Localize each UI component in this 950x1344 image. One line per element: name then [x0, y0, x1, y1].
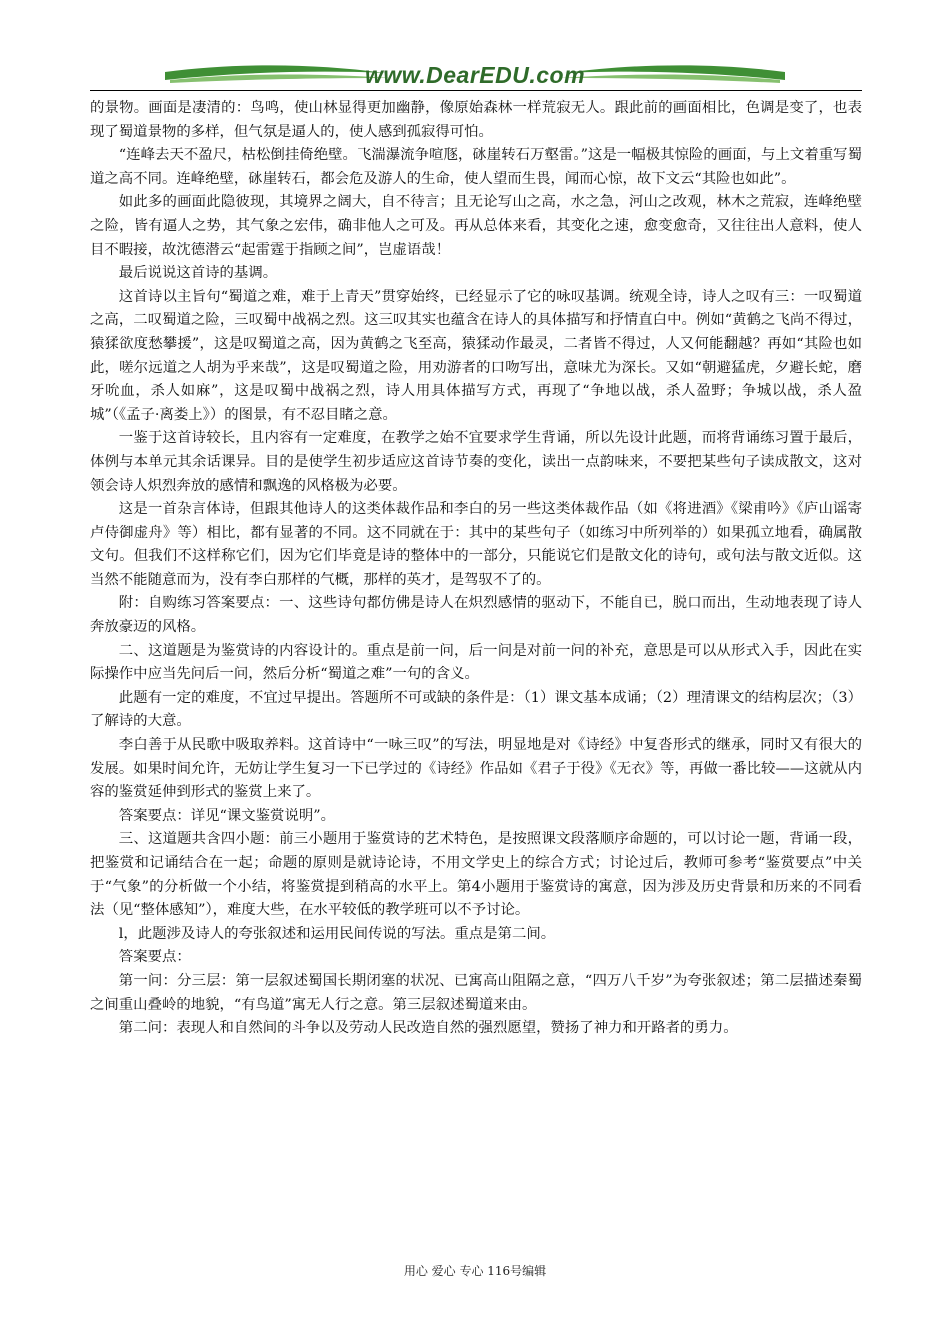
document-body — [90, 97, 862, 1041]
paragraph: 第二问：表现人和自然间的斗争以及劳动人民改造自然的强烈愿望，赞扬了神力和开路者的勇力。 — [118, 1020, 738, 1037]
paragraph: 二、这道题是为鉴赏诗的内容设计的。重点是前一问，后一问是对前一问的补充，意思是可以从形式入手，因此在实际操作中应当先问后一问，然后分析“蜀道之难”一句的含义。 — [90, 642, 862, 683]
paragraph: 李白善于从民歌中吸取养料。这首诗中“一咏三叹”的写法，明显地是对《诗经》中复沓形式的继承，同时又有很大的发展。如果时间允许，无妨让学生复习一下已学过的《诗经》作品如《君子于役》《无衣》等，再做一番比较——这就从内容的鉴赏延伸到形式的鉴赏上来了。 — [90, 737, 862, 801]
paragraph: 附：自购练习答案要点：一、这些诗句都仿佛是诗人在炽烈感情的驱动下，不能自已，脱口而出，生动地表现了诗人奔放豪迈的风格。 — [90, 595, 862, 636]
paragraph: 第一问：分三层：第一层叙述蜀国长期闭塞的状况、已寓高山阻隔之意，“四万八千岁”为夸张叙述；第二层描述秦蜀之间重山叠岭的地貌，“有鸟道”寓无人行之意。第三层叙述蜀道来由。 — [90, 972, 862, 1013]
paragraph: 此题有一定的难度，不宜过早提出。答题所不可或缺的条件是：（1）课文基本成诵；（2）理清课文的结构层次；（3）了解诗的大意。 — [90, 689, 862, 730]
paragraph: 如此多的画面此隐彼现，其境界之阔大，自不待言；且无论写山之高，水之急，河山之改观，林木之荒寂，连峰绝壁之险，皆有逼人之势，其气象之宏伟，确非他人之可及。再从总体来看，其变化之速，愈变愈奇，又往往出人意料，使人目不暇接，故沈德潜云“起雷霆于指顾之间”，岂虚语哉！ — [90, 194, 862, 258]
paragraph: 答案要点：详见“课文鉴赏说明”。 — [118, 807, 335, 824]
paragraph: 的景物。画面是凄清的：鸟鸣，使山林显得更加幽静，像原始森林一样荒寂无人。跟此前的画面相比，色调是变了，也表现了蜀道景物的多样，但气氛是逼人的，使人感到孤寂得可怕。 — [90, 100, 862, 140]
paragraph: “连峰去天不盈尺，枯松倒挂倚绝壁。飞湍瀑流争喧豗，砯崖转石万壑雷。”这是一幅极其惊险的画面，与上文着重写蜀道之高不同。连峰绝壁，砯崖转石，都会危及游人的生命，使人望而生畏，闻而心惊，故下文云“其险也如此”。 — [90, 147, 862, 187]
paragraph: 这首诗以主旨句“蜀道之难，难于上青天”贯穿始终，已经显示了它的咏叹基调。统观全诗，诗人之叹有三：一叹蜀道之高，二叹蜀道之险，三叹蜀中战祸之烈。这三叹其实也蕴含在诗人的具体描写和抒情直白中。例如“黄鹤之飞尚不得过，猿猱欲度愁攀援”，这是叹蜀道之高，因为黄鹤之飞至高，猿猱动作最灵，二者皆不得过，人又何能翻越？再如“其险也如此，嗟尔远道之人胡为乎来哉”，这是叹蜀道之险，用劝游者的口吻写出，意味尤为深长。又如“朝避猛虎，夕避长蛇，磨牙吮血，杀人如麻”，这是叹蜀中战祸之烈，诗人用具体描写方式，再现了“争地以战，杀人盈野；争城以战，杀人盈城”（《孟子·离娄上》）的图景，有不忍目睹之意。 — [90, 288, 862, 423]
paragraph: 答案要点： — [118, 949, 191, 966]
header-divider — [90, 90, 862, 91]
paragraph: 三、这道题共含四小题：前三小题用于鉴赏诗的艺术特色，是按照课文段落顺序命题的，可以讨论一题，背诵一段，把鉴赏和记诵结合在一起；命题的原则是就诗论诗，不用文学史上的综合方式；讨论过后，教师可参考“鉴赏要点”中关于“气象”的分析做一个小结，将鉴赏提到稍高的水平上。第4小题用于鉴赏诗的寓意，因为涉及历史背景和历来的不同看法（见“整体感知”），难度大些，在水平较低的教学班可以不予讨论。 — [90, 831, 862, 919]
paragraph: 这是一首杂言体诗，但跟其他诗人的这类体裁作品和李白的另一些这类体裁作品（如《将进酒》《梁甫吟》《庐山谣寄卢侍御虚舟》等）相比，都有显著的不同。这不同就在于：其中的某些句子（如练习中所列举的）如果孤立地看，确属散文句。但我们不这样称它们，因为它们毕竟是诗的整体中的一部分，只能说它们是散文化的诗句，或句法与散文近似。这当然不能随意而为，没有李白那样的气概，那样的英才，是驾驭不了的。 — [90, 501, 862, 588]
paragraph: l，此题涉及诗人的夸张叙述和运用民间传说的写法。重点是第二间。 — [118, 925, 556, 942]
paragraph: 一鉴于这首诗较长，且内容有一定难度，在教学之始不宜要求学生背诵，所以先设计此题，而将背诵练习置于最后，体例与本单元其余话课异。目的是使学生初步适应这首诗节奏的变化，读出一点韵味来，不要把某些句子读成散文，这对领会诗人炽烈奔放的感情和飘逸的风格极为必要。 — [90, 430, 862, 494]
paragraph: 最后说说这首诗的基调。 — [118, 265, 278, 282]
page-footer: 用心 爱心 专心 116号编辑 — [403, 1264, 547, 1278]
site-logo-text: www.DearEDU.com — [364, 62, 586, 88]
page-header — [0, 0, 950, 95]
